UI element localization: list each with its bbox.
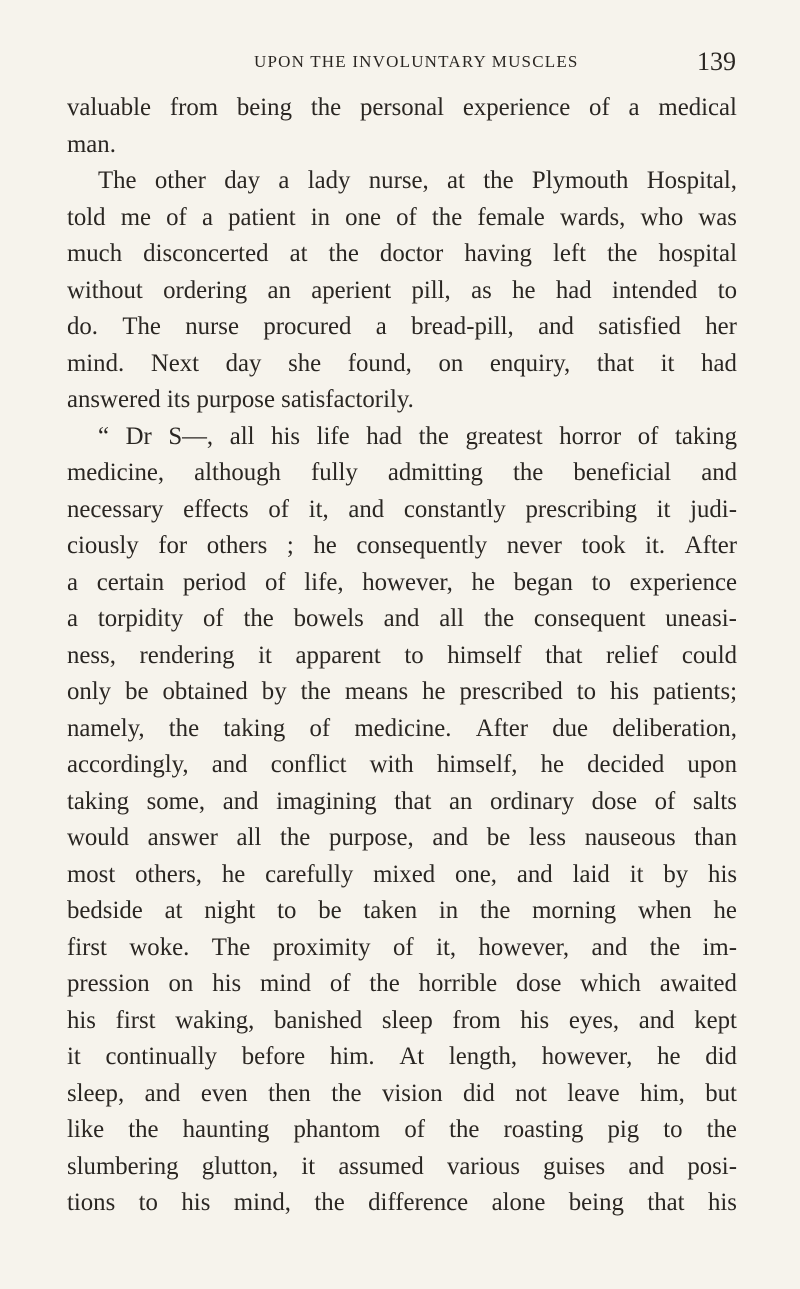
- text-line: a certain period of life, however, he began to experience: [67, 568, 737, 596]
- text-line: The other day a lady nurse, at the Plymouth Hospital,: [98, 167, 737, 194]
- text-line: it continually before him. At length, however, he did: [67, 1043, 737, 1070]
- text-line: bedside at night to be taken in the morning when he: [67, 897, 737, 924]
- text-line: his first waking, banished sleep from his eyes, and kept: [67, 1006, 737, 1034]
- text-line: would answer all the purpose, and be less nauseous than: [67, 824, 737, 851]
- text-line: necessary effects of it, and constantly prescribing it judi-: [67, 495, 737, 523]
- text-line: man.: [67, 130, 116, 158]
- text-line: taking some, and imagining that an ordinary dose of salts: [67, 787, 737, 815]
- text-line: namely, the taking of medicine. After due deliberation,: [67, 714, 737, 742]
- text-line: most others, he carefully mixed one, and laid it by his: [67, 860, 737, 888]
- text-line: slumbering glutton, it assumed various guises and posi-: [67, 1152, 737, 1180]
- running-head: [0, 44, 800, 84]
- text-line: accordingly, and conflict with himself, he decided upon: [67, 751, 737, 778]
- text-line: valuable from being the personal experience of a medical: [67, 94, 737, 121]
- text-line: first woke. The proximity of it, however, and the im-: [67, 933, 737, 961]
- text-line: without ordering an aperient pill, as he had intended to: [67, 276, 737, 304]
- text-line: “ Dr S—, all his life had the greatest horror of taking: [98, 422, 737, 450]
- text-line: do. The nurse procured a bread-pill, and satisfied her: [67, 313, 737, 340]
- text-line: pression on his mind of the horrible dose which awaited: [67, 970, 737, 997]
- running-title: UPON THE INVOLUNTARY MUSCLES: [254, 52, 579, 71]
- text-line: answered its purpose satisfactorily.: [67, 386, 414, 413]
- text-line: like the haunting phantom of the roasting pig to the: [67, 1116, 737, 1143]
- text-line: ciously for others ; he consequently never took it. After: [67, 532, 737, 559]
- body-text: [67, 90, 737, 1222]
- text-line: only be obtained by the means he prescribed to his patients;: [67, 678, 737, 705]
- text-line: medicine, although fully admitting the beneficial and: [67, 459, 737, 486]
- text-line: mind. Next day she found, on enquiry, that it had: [67, 349, 737, 377]
- text-line: much disconcerted at the doctor having left the hospital: [67, 240, 737, 267]
- text-line: tions to his mind, the difference alone being that his: [67, 1189, 737, 1216]
- text-line: ness, rendering it apparent to himself that relief could: [67, 641, 737, 669]
- text-line: told me of a patient in one of the female wards, who was: [67, 203, 737, 231]
- text-line: sleep, and even then the vision did not leave him, but: [67, 1079, 737, 1107]
- page-number: 139: [697, 47, 736, 76]
- text-line: a torpidity of the bowels and all the consequent uneasi-: [67, 605, 737, 632]
